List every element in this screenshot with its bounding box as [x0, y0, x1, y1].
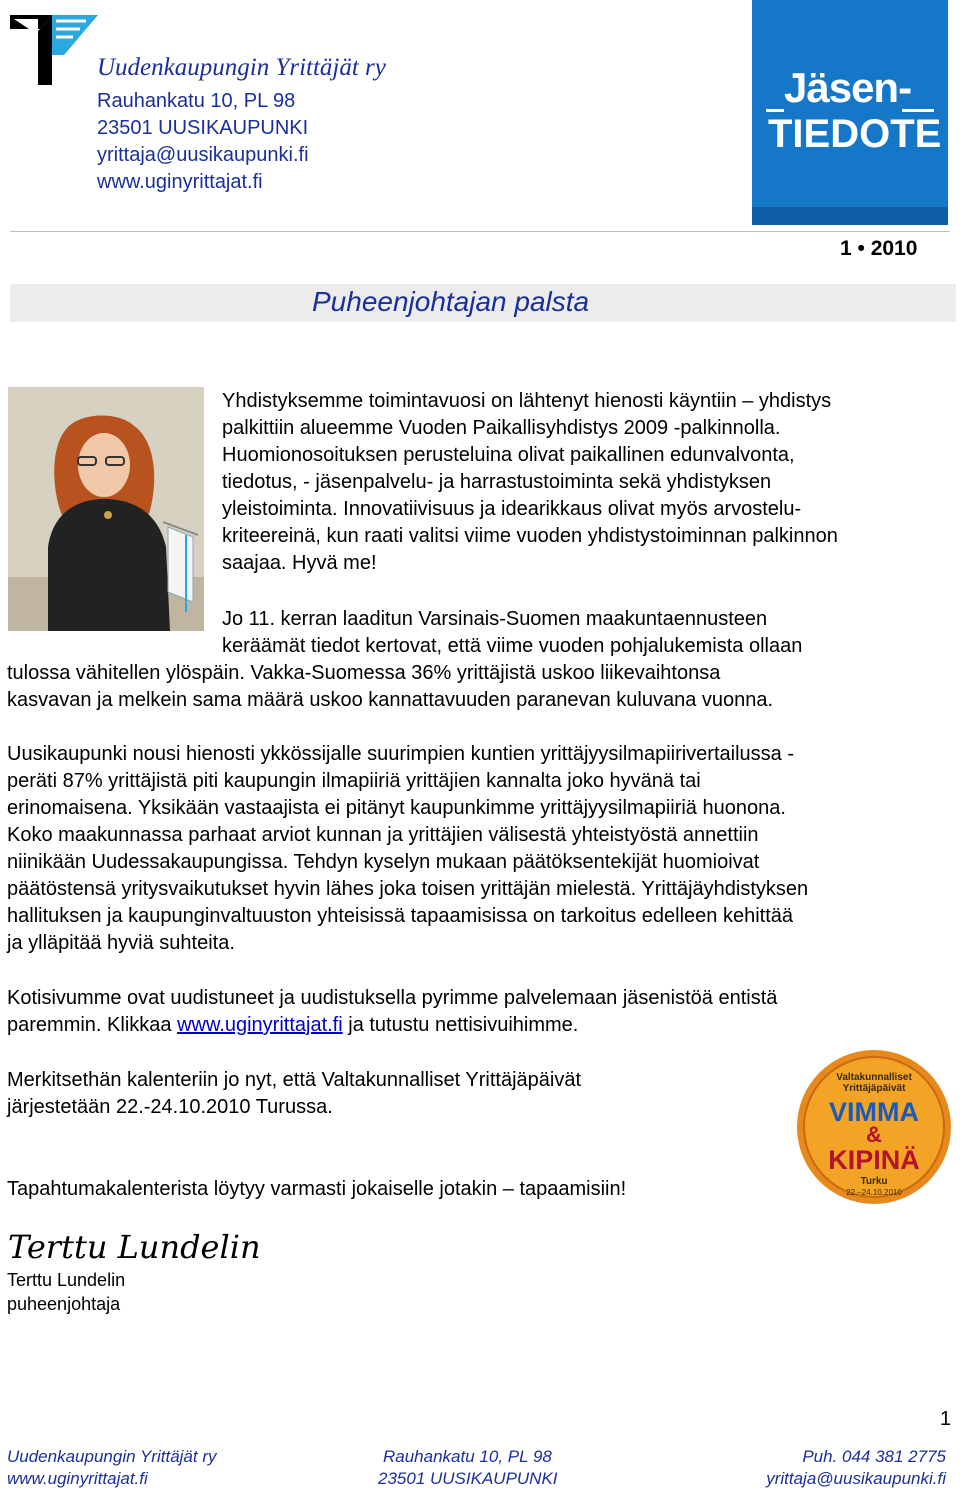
- org-postcode: 23501 UUSIKAUPUNKI: [97, 117, 309, 139]
- footer-org-name: Uudenkaupungin Yrittäjät ry: [7, 1447, 217, 1466]
- text-line: kasvavan ja melkein sama määrä uskoo kannattavuuden paranevan kuluvana vuonna.: [7, 689, 774, 711]
- paragraph-award: [222, 388, 838, 577]
- text-fragment: ja tutustu nettisivuihimme.: [342, 1014, 579, 1036]
- org-address: Rauhankatu 10, PL 98: [97, 90, 296, 112]
- vimma-kipina-event-badge: [796, 1049, 952, 1205]
- text-line: Koko maakunnassa parhaat arviot kunnan ja yrittäjien välisestä yhteistyöstä annettiin: [7, 824, 759, 846]
- text-line: keräämät tiedot kertovat, että viime vuoden pohjalukemista ollaan: [222, 635, 803, 657]
- organization-logo-icon: [10, 15, 100, 85]
- text-line: Huomionosoituksen perusteluina olivat paikallinen edunvalvonta,: [222, 444, 795, 466]
- paragraph-website: [7, 985, 777, 1039]
- footer-website[interactable]: www.uginyrittajat.fi: [7, 1469, 148, 1488]
- text-line: Kotisivumme ovat uudistuneet ja uudistuksella pyrimme palvelemaan jäsenistöä entistä: [7, 987, 778, 1009]
- portrait-illustration-icon: [8, 387, 204, 631]
- text-line: tulossa vähitellen ylöspäin. Vakka-Suomessa 36% yrittäjistä uskoo liikevaihtonsa: [7, 662, 721, 684]
- event-badge-amp: &: [866, 1122, 882, 1147]
- page-title: Puheenjohtajan palsta: [312, 286, 590, 317]
- text-line: yleistoiminta. Innovatiivisuus ja idearikkaus olivat myös arvostelu-: [222, 498, 802, 520]
- text-line: kriteereinä, kun raati valitsi viime vuoden yhdistystoiminnan palkinnon: [222, 525, 838, 547]
- paragraph-entrepreneur-days: [7, 1067, 581, 1121]
- badge-title-line1: Jäsen-: [784, 64, 912, 111]
- text-line: järjestetään 22.-24.10.2010 Turussa.: [7, 1096, 333, 1118]
- handwritten-signature: Terttu Lundelin: [8, 1228, 261, 1266]
- text-line: niinikään Uudessakaupungissa. Tehdyn kyselyn mukaan päätöksentekijät huomioivat: [7, 851, 760, 873]
- text-line: saajaa. Hyvä me!: [222, 552, 377, 574]
- text-line: Jo 11. kerran laaditun Varsinais-Suomen maakuntaennusteen: [222, 608, 768, 630]
- event-badge-dates: 22.–24.10.2010: [846, 1188, 902, 1197]
- event-badge-city: Turku: [860, 1176, 888, 1187]
- paragraph-climate-survey: [7, 741, 808, 957]
- footer-phone: Puh. 044 381 2775: [802, 1447, 946, 1466]
- org-email[interactable]: yrittaja@uusikaupunki.fi: [97, 144, 309, 166]
- footer-email[interactable]: yrittaja@uusikaupunki.fi: [766, 1469, 946, 1488]
- footer-address: Rauhankatu 10, PL 98: [383, 1447, 552, 1466]
- org-website[interactable]: www.uginyrittajat.fi: [97, 171, 263, 193]
- text-line: ja ylläpitää hyviä suhteita.: [7, 932, 235, 954]
- chairperson-photo: [8, 387, 204, 631]
- event-badge-word1: VIMMA: [829, 1097, 919, 1127]
- event-badge-word2: KIPINÄ: [828, 1145, 920, 1175]
- text-line: tiedotus, - jäsenpalvelu- ja harrastustoiminta sekä yhdistyksen: [222, 471, 772, 493]
- text-line: palkittiin alueemme Vuoden Paikallisyhdistys 2009 -palkinnolla.: [222, 417, 781, 439]
- paragraph-forecast-indented: [222, 606, 802, 660]
- text-line: Tapahtumakalenterista löytyy varmasti jokaiselle jotakin – tapaamisiin!: [7, 1178, 627, 1200]
- badge-footer-band: [752, 207, 948, 225]
- paragraph-events: [7, 1176, 626, 1203]
- signer-role: puheenjohtaja: [7, 1294, 121, 1314]
- member-bulletin-badge: [752, 0, 948, 225]
- paragraph-forecast: [7, 660, 773, 714]
- org-name: Uudenkaupungin Yrittäjät ry: [97, 54, 386, 81]
- text-line: Uusikaupunki nousi hienosti ykkössijalle suurimpien kuntien yrittäjyysilmapiirivertailussa -: [7, 743, 794, 765]
- event-badge-top1: Valtakunnalliset: [836, 1072, 912, 1083]
- event-badge-top2: Yrittäjäpäivät: [842, 1083, 906, 1094]
- text-fragment: paremmin. Klikkaa: [7, 1014, 178, 1036]
- text-line: Merkitsethän kalenteriin jo nyt, että Valtakunnalliset Yrittäjäpäivät: [7, 1069, 582, 1091]
- text-line: hallituksen ja kaupunginvaltuuston yhteisissä tapaamisissa on tarkoitus edelleen kehittää: [7, 905, 794, 927]
- header-divider: [10, 231, 950, 232]
- badge-title-line2: TIEDOTE: [768, 112, 942, 156]
- website-link[interactable]: www.uginyrittajat.fi: [177, 1014, 343, 1036]
- text-line: peräti 87% yrittäjistä piti kaupungin ilmapiiriä yrittäjien kannalta joko hyvänä tai: [7, 770, 701, 792]
- page-number: 1: [940, 1408, 952, 1430]
- footer-postcode: 23501 UUSIKAUPUNKI: [378, 1469, 558, 1488]
- issue-number: 1 • 2010: [840, 237, 918, 260]
- signer-name: Terttu Lundelin: [7, 1270, 126, 1290]
- text-line: päätöstensä yritysvaikutukset hyvin lähes joka toisen yrittäjän mielestä. Yrittäjäyhdistyksen: [7, 878, 809, 900]
- text-line: erinomaisena. Yksikään vastaajista ei pitänyt kaupunkimme yrittäjyysilmapiiriä huonona.: [7, 797, 786, 819]
- text-line: [7, 1012, 777, 1039]
- text-line: Yhdistyksemme toimintavuosi on lähtenyt hienosti käyntiin – yhdistys: [222, 390, 832, 412]
